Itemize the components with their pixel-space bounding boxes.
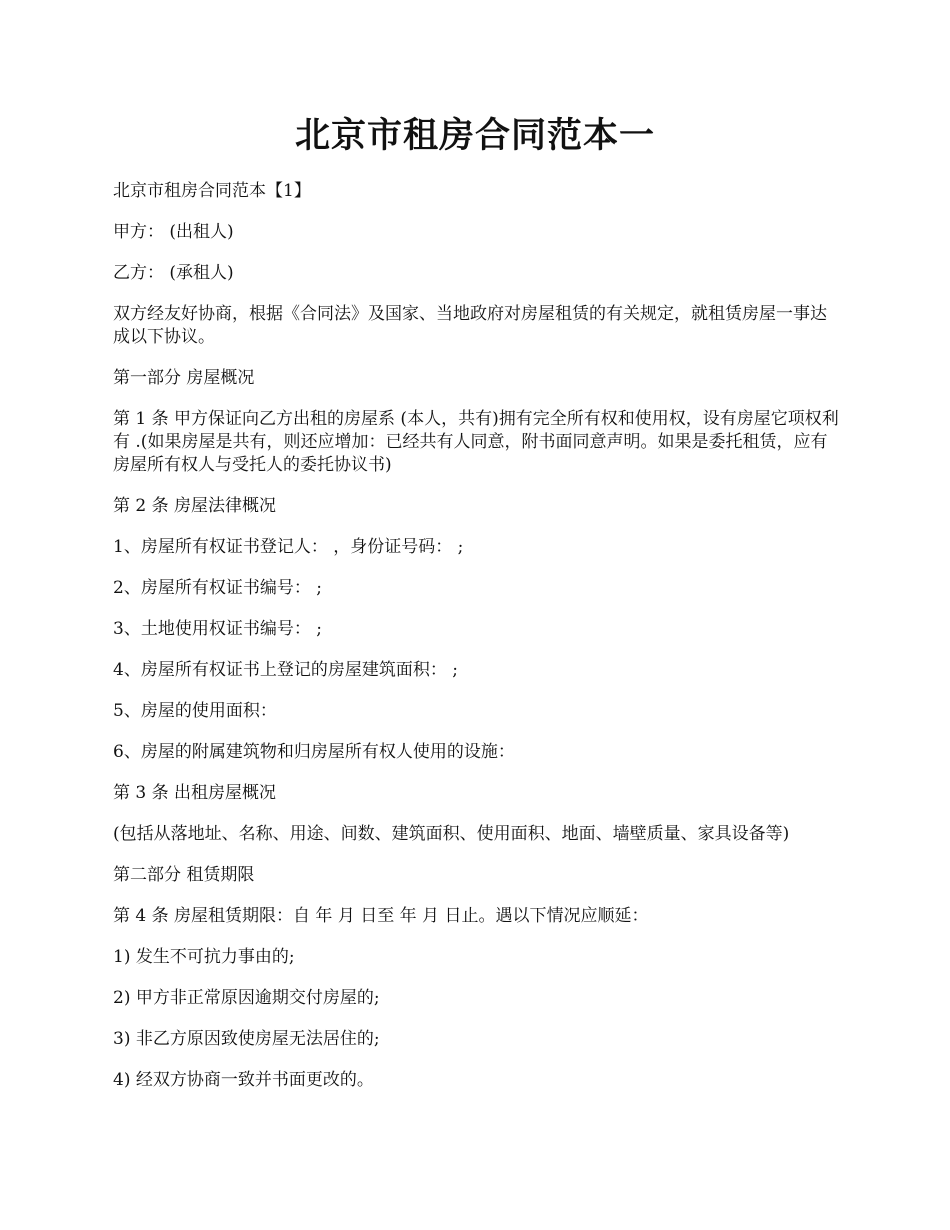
list-item: 3) 非乙方原因致使房屋无法居住的; xyxy=(113,1029,380,1049)
list-item: 5、房屋的使用面积： xyxy=(113,701,277,721)
list-item: 4、房屋所有权证书上登记的房屋建筑面积： ; xyxy=(113,660,458,680)
paragraph-article-4: 第 4 条 房屋租赁期限：自 年 月 日至 年 月 日止。遇以下情况应顺延： xyxy=(113,906,649,926)
list-item: 2) 甲方非正常原因逾期交付房屋的; xyxy=(113,988,380,1008)
list-item: 4) 经双方协商一致并书面更改的。 xyxy=(113,1070,374,1090)
list-item: 1) 发生不可抗力事由的; xyxy=(113,947,295,967)
paragraph-heading-ref: 北京市租房合同范本【1】 xyxy=(113,181,311,201)
paragraph-party-b: 乙方： (承租人) xyxy=(113,263,234,283)
list-item: 6、房屋的附属建筑物和归房屋所有权人使用的设施： xyxy=(113,742,515,762)
paragraph-article-3-body: (包括从落地址、名称、用途、间数、建筑面积、使用面积、地面、墙壁质量、家具设备等) xyxy=(113,824,790,844)
list-item: 1、房屋所有权证书登记人： ，身份证号码： ; xyxy=(113,537,464,557)
list-item: 2、房屋所有权证书编号： ; xyxy=(113,578,322,598)
document-body xyxy=(113,180,843,1110)
paragraph-article-2-heading: 第 2 条 房屋法律概况 xyxy=(113,496,277,516)
paragraph-article-3-heading: 第 3 条 出租房屋概况 xyxy=(113,783,277,803)
paragraph-part-one-heading: 第一部分 房屋概况 xyxy=(113,368,255,388)
paragraph-party-a: 甲方： (出租人) xyxy=(113,222,234,242)
paragraph-part-two-heading: 第二部分 租赁期限 xyxy=(113,865,255,885)
list-item: 3、土地使用权证书编号： ; xyxy=(113,619,322,639)
document-title: 北京市租房合同范本一 xyxy=(294,115,655,156)
paragraph-preamble: 双方经友好协商，根据《合同法》及国家、当地政府对房屋租赁的有关规定，就租赁房屋一事达成以下协议。 xyxy=(113,304,827,347)
paragraph-article-1: 第 1 条 甲方保证向乙方出租的房屋系 (本人，共有)拥有完全所有权和使用权，设有房屋它项权利有 .(如果房屋是共有，则还应增加：已经共有人同意，附书面同意声明。如果是委托租赁，应有房屋所有权人与受托人的委托协议书) xyxy=(113,409,839,475)
